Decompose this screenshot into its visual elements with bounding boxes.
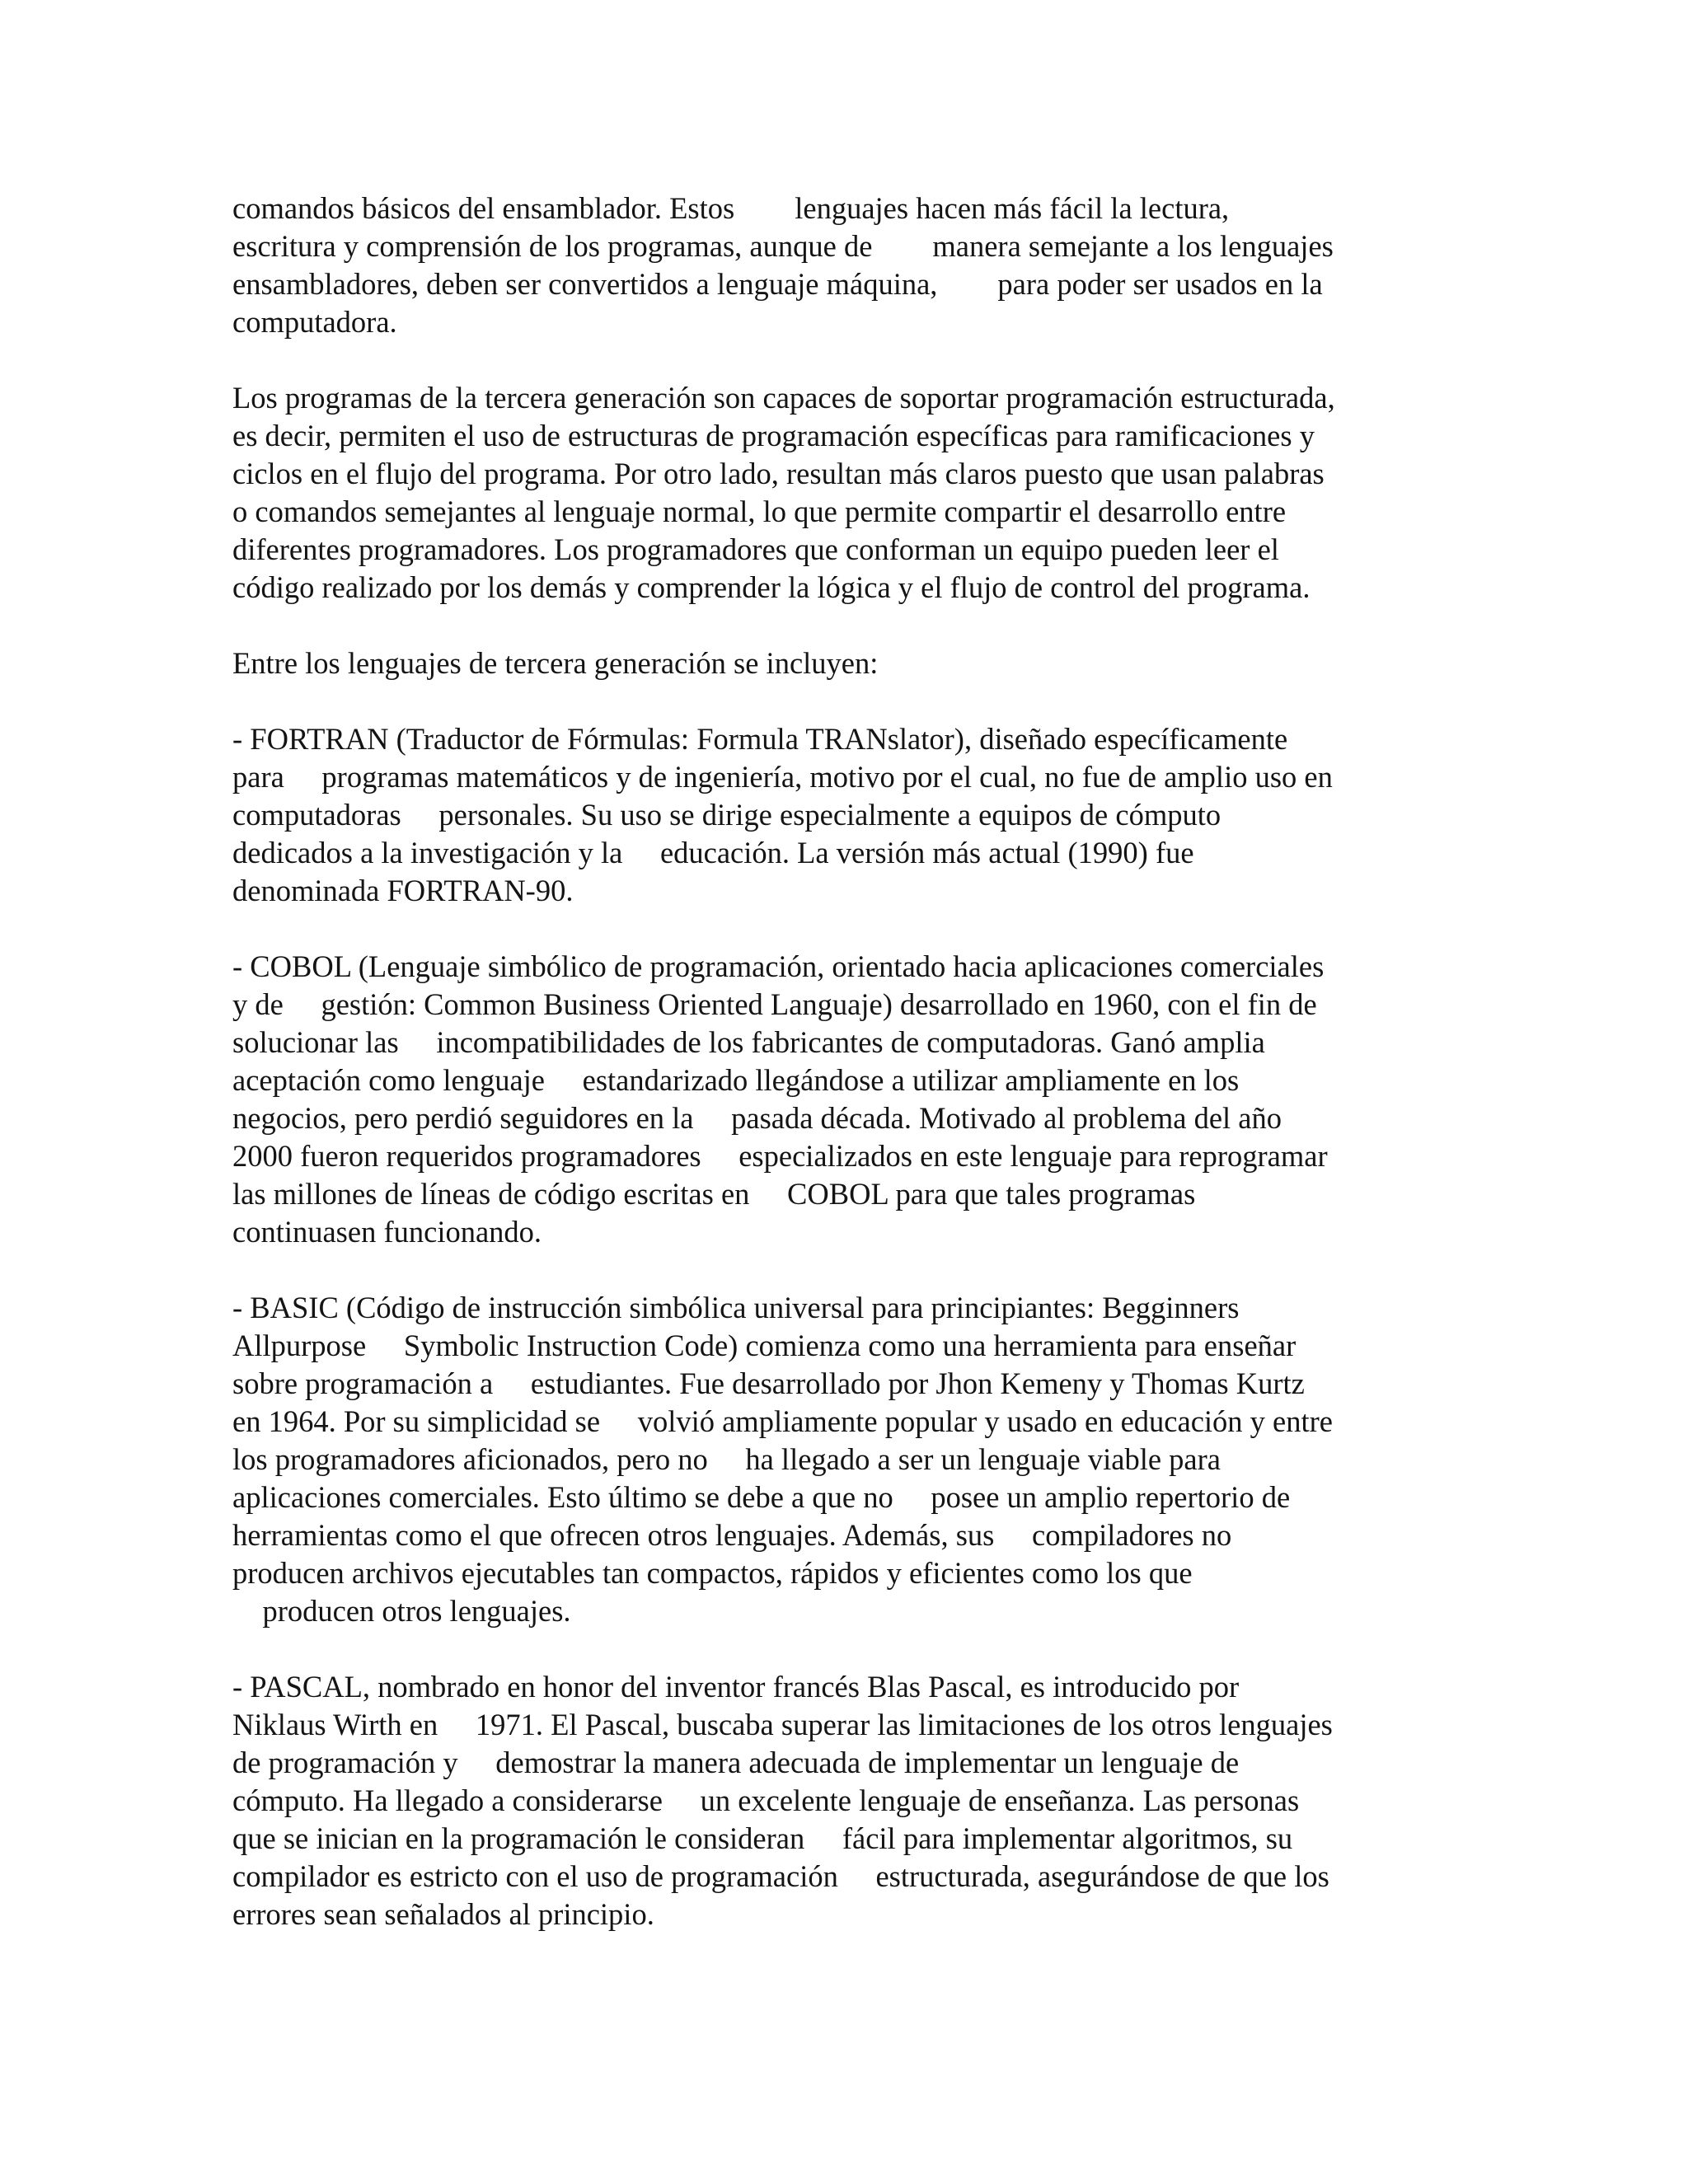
text-line: los programadores aficionados, pero no ha llegado a ser un lenguaje viable para	[232, 1442, 1221, 1476]
text-line: para programas matemáticos y de ingeniería, motivo por el cual, no fue de amplio uso en	[232, 760, 1333, 794]
text-line: producen otros lenguajes.	[232, 1594, 571, 1628]
text-line: dedicados a la investigación y la educación. La versión más actual (1990) fue	[232, 836, 1194, 869]
text-line: - COBOL (Lenguaje simbólico de programación, orientado hacia aplicaciones comerciales	[232, 949, 1325, 983]
paragraph-list-intro	[232, 644, 1469, 682]
paragraph-cobol	[232, 948, 1469, 1251]
text-line: de programación y demostrar la manera adecuada de implementar un lenguaje de	[232, 1746, 1240, 1779]
text-line: 2000 fueron requeridos programadores especializados en este lenguaje para reprogramar	[232, 1139, 1328, 1173]
text-line: continuasen funcionando.	[232, 1215, 542, 1249]
text-line: Los programas de la tercera generación son capaces de soportar programación estructurada,	[232, 381, 1335, 415]
text-line: negocios, pero perdió seguidores en la pasada década. Motivado al problema del año	[232, 1101, 1282, 1135]
document-body	[232, 190, 1469, 1971]
text-line: - BASIC (Código de instrucción simbólica universal para principiantes: Begginners	[232, 1291, 1240, 1324]
paragraph-third-generation-description	[232, 379, 1469, 607]
text-line: Niklaus Wirth en 1971. El Pascal, buscaba superar las limitaciones de los otros lenguajes	[232, 1708, 1333, 1741]
paragraph-intro-continuation	[232, 190, 1469, 341]
text-line: errores sean señalados al principio.	[232, 1897, 654, 1931]
text-line: o comandos semejantes al lenguaje normal, lo que permite compartir el desarrollo entre	[232, 494, 1287, 528]
text-line: en 1964. Por su simplicidad se volvió ampliamente popular y usado en educación y entre	[232, 1404, 1333, 1438]
text-line: aplicaciones comerciales. Esto último se debe a que no posee un amplio repertorio de	[232, 1480, 1291, 1514]
text-line: compilador es estricto con el uso de programación estructurada, asegurándose de que los	[232, 1859, 1329, 1893]
text-line: denominada FORTRAN-90.	[232, 874, 574, 907]
text-line: aceptación como lenguaje estandarizado llegándose a utilizar ampliamente en los	[232, 1063, 1240, 1097]
text-line: computadoras personales. Su uso se dirige especialmente a equipos de cómputo	[232, 798, 1221, 832]
text-line: comandos básicos del ensamblador. Estos lenguajes hacen más fácil la lectura,	[232, 191, 1230, 225]
text-line: diferentes programadores. Los programadores que conforman un equipo pueden leer el	[232, 532, 1279, 566]
text-line: es decir, permiten el uso de estructuras de programación específicas para ramificaciones y	[232, 419, 1315, 452]
text-line: sobre programación a estudiantes. Fue desarrollado por Jhon Kemeny y Thomas Kurtz	[232, 1366, 1305, 1400]
text-line: las millones de líneas de código escritas en COBOL para que tales programas	[232, 1177, 1196, 1211]
text-line: solucionar las incompatibilidades de los fabricantes de computadoras. Ganó amplia	[232, 1025, 1265, 1059]
text-line: y de gestión: Common Business Oriented Languaje) desarrollado en 1960, con el fin de	[232, 987, 1317, 1021]
text-line: ciclos en el flujo del programa. Por otro lado, resultan más claros puesto que usan palabras	[232, 457, 1325, 490]
text-line: Allpurpose Symbolic Instruction Code) comienza como una herramienta para enseñar	[232, 1329, 1296, 1362]
text-line: - PASCAL, nombrado en honor del inventor francés Blas Pascal, es introducido por	[232, 1670, 1240, 1704]
text-line: ensambladores, deben ser convertidos a lenguaje máquina, para poder ser usados en la	[232, 267, 1323, 301]
text-line: escritura y comprensión de los programas, aunque de manera semejante a los lenguajes	[232, 229, 1334, 263]
text-line: cómputo. Ha llegado a considerarse un excelente lenguaje de enseñanza. Las personas	[232, 1783, 1300, 1817]
text-line: computadora.	[232, 305, 397, 339]
text-line: producen archivos ejecutables tan compactos, rápidos y eficientes como los que	[232, 1556, 1193, 1590]
text-line: herramientas como el que ofrecen otros lenguajes. Además, sus compiladores no	[232, 1518, 1232, 1552]
paragraph-fortran	[232, 720, 1469, 910]
text-line: - FORTRAN (Traductor de Fórmulas: Formula TRANslator), diseñado específicamente	[232, 722, 1288, 756]
paragraph-pascal	[232, 1668, 1469, 1933]
text-line: código realizado por los demás y comprender la lógica y el flujo de control del programa.	[232, 570, 1311, 604]
text-line: que se inician en la programación le consideran fácil para implementar algoritmos, su	[232, 1821, 1293, 1855]
paragraph-basic	[232, 1289, 1469, 1630]
text-line: Entre los lenguajes de tercera generación se incluyen:	[232, 646, 879, 680]
